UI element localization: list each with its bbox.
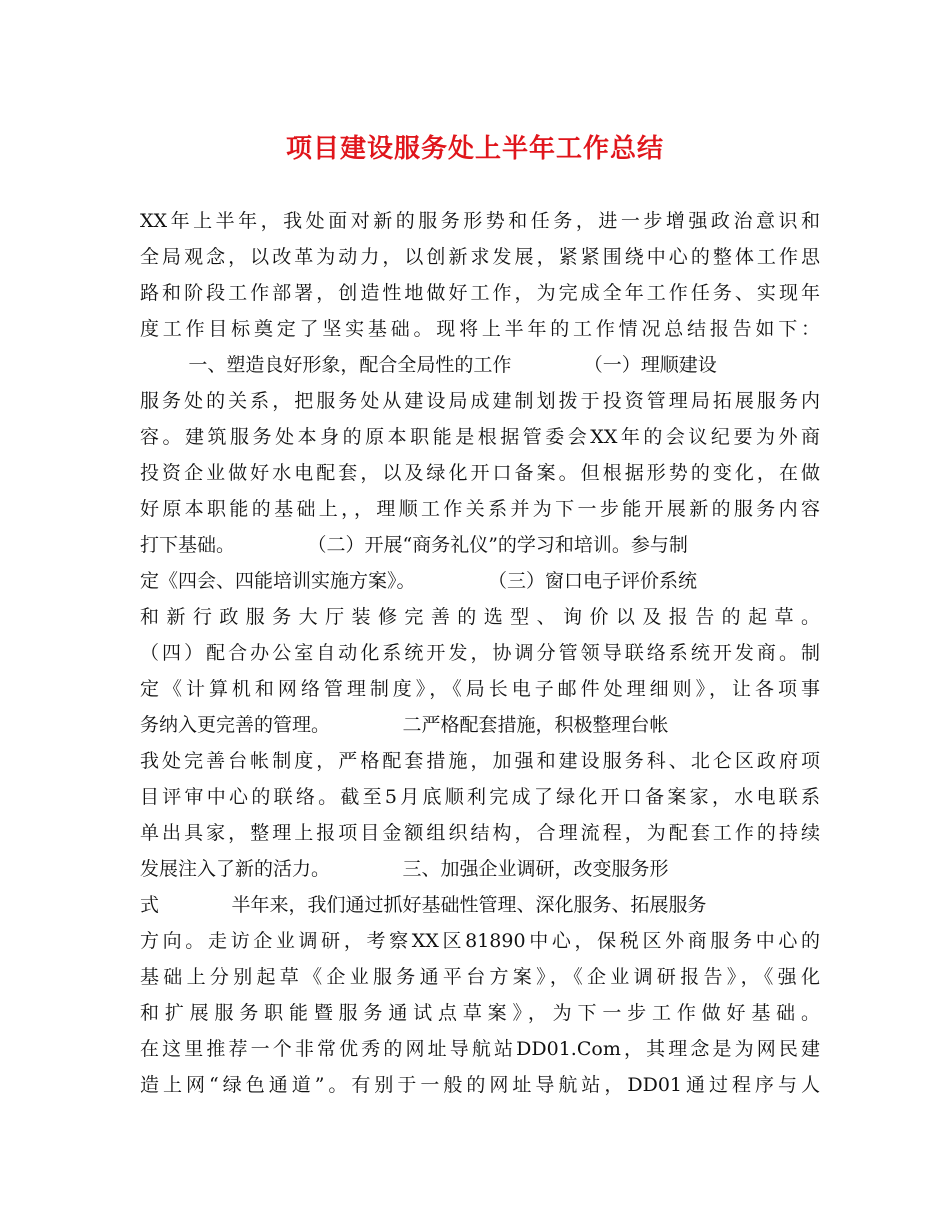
text-line: 好原本职能的基础上，，理顺工作关系并为下一步能开展新的服务内容: [140, 498, 820, 520]
text-line: 和扩展服务职能暨服务通试点草案》，为下一步工作做好基础。: [140, 1002, 820, 1024]
text-line: 度工作目标奠定了坚实基础。现将上半年的工作情况总结报告如下：: [140, 318, 820, 340]
text-line: 造上网“绿色通道”。有别于一般的网址导航站，DD01通过程序与人: [140, 1074, 820, 1096]
text-line: 基础上分别起草《企业服务通平台方案》，《企业调研报告》，《强化: [140, 966, 820, 988]
text-line: 方向。走访企业调研，考察XX区81890中心，保税区外商服务中心的: [140, 930, 820, 952]
text-line: 式 半年来，我们通过抓好基础性管理、深化服务、拓展服务: [140, 894, 707, 916]
text-line: 路和阶段工作部署，创造性地做好工作，为完成全年工作任务、实现年: [140, 282, 820, 304]
text-line: 全局观念，以改革为动力，以创新求发展，紧紧围绕中心的整体工作思: [140, 246, 820, 268]
text-line: 打下基础。 （二）开展“商务礼仪”的学习和培训。参与制: [140, 534, 688, 556]
document-title: 项目建设服务处上半年工作总结: [285, 134, 664, 164]
text-line: 在这里推荐一个非常优秀的网址导航站DD01.Com，其理念是为网民建: [140, 1038, 820, 1060]
text-line: 一、塑造良好形象，配合全局性的工作 （一）理顺建设: [140, 354, 717, 376]
text-line: 我处完善台帐制度，严格配套措施，加强和建设服务科、北仑区政府项: [140, 750, 820, 772]
document-body: [140, 203, 820, 1103]
text-line: 定《计算机和网络管理制度》，《局长电子邮件处理细则》，让各项事: [140, 678, 820, 700]
text-line: 容。建筑服务处本身的原本职能是根据管委会XX年的会议纪要为外商: [140, 426, 820, 448]
text-line: 务纳入更完善的管理。 二严格配套措施，积极整理台帐: [140, 714, 669, 736]
text-line: （四）配合办公室自动化系统开发，协调分管领导联络系统开发商。制: [140, 642, 820, 664]
text-line: 和新行政服务大厅装修完善的选型、询价以及报告的起草。: [140, 606, 820, 628]
text-line: 发展注入了新的活力。 三、加强企业调研，改变服务形: [140, 858, 669, 880]
text-line: 目评审中心的联络。截至5月底顺利完成了绿化开口备案家，水电联系: [140, 786, 820, 808]
text-line: 投资企业做好水电配套，以及绿化开口备案。但根据形势的变化，在做: [140, 462, 820, 484]
text-line: 服务处的关系，把服务处从建设局成建制划拨于投资管理局拓展服务内: [140, 390, 820, 412]
text-line: 定《四会、四能培训实施方案》。 （三）窗口电子评价系统: [140, 570, 697, 592]
text-line: 单出具家，整理上报项目金额组织结构，合理流程，为配套工作的持续: [140, 822, 820, 844]
text-line: XX年上半年，我处面对新的服务形势和任务，进一步增强政治意识和: [140, 210, 820, 232]
